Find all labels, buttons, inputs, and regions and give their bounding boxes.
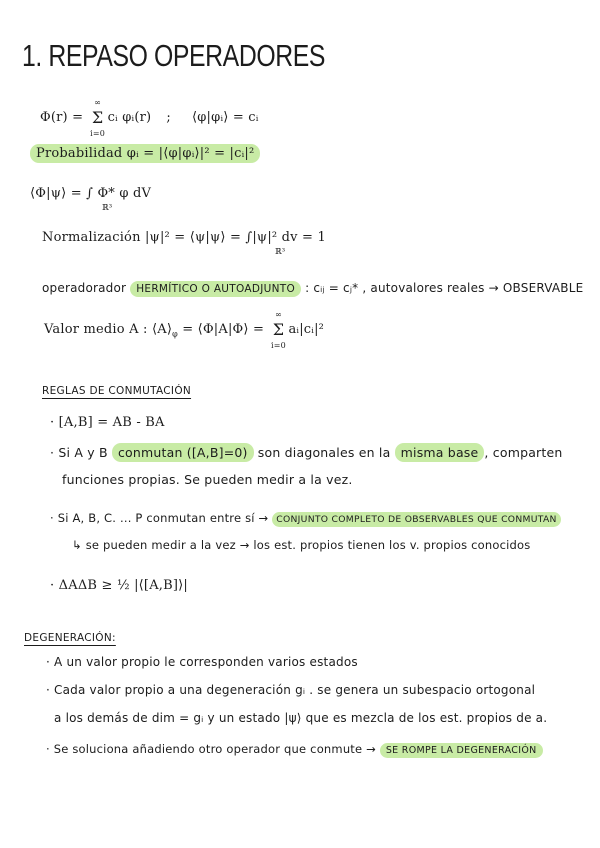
commute-highlight: conmutan ([A,B]=0) <box>112 443 254 462</box>
degeneration-point-3 <box>46 742 543 756</box>
integral-domain: ℝ³ <box>102 203 113 212</box>
rule-commuting-cont: funciones propias. Se pueden medir a la vez. <box>62 472 353 487</box>
inner-product-text: ⟨Φ|ψ⟩ = ∫ Φ* φ dV <box>30 186 152 201</box>
expansion-lhs: Φ(r) = <box>40 110 88 125</box>
same-base-highlight: misma base <box>395 443 485 462</box>
mean-sum-lower: i=0 <box>270 341 286 350</box>
sum-lower: i=0 <box>90 129 106 138</box>
degeneration-point-2: · Cada valor propio a una degeneración gᵢ . se genera un subespacio ortogonal <box>46 683 536 697</box>
breaks-degeneration-highlight: SE ROMPE LA DEGENERACIÓN <box>380 743 543 758</box>
probability-formula <box>30 146 260 161</box>
uncertainty-principle: · ΔAΔB ≥ ½ |⟨[A,B]⟩| <box>50 578 188 593</box>
mean-sum-symbol: ∞ Σ i=0 <box>270 310 286 350</box>
mean-value-formula <box>44 310 325 350</box>
mean-sub: φ <box>172 329 178 339</box>
inner-product-formula <box>30 186 152 212</box>
mean-pre: Valor medio A : ⟨A⟩ <box>44 322 173 337</box>
rule-commuting-post: , comparten <box>484 445 563 460</box>
rule-complete-pre: · Si A, B, C. ... P conmutan entre sí → <box>50 511 273 525</box>
rule-complete-set <box>50 511 561 525</box>
mean-post: aᵢ|cᵢ|² <box>288 322 325 337</box>
rules-heading: REGLAS DE CONMUTACIÓN <box>42 385 192 397</box>
normalization-domain: ℝ³ <box>275 247 286 256</box>
page-title: 1. REPASO OPERADORES <box>22 38 326 73</box>
rule-commutator: · [A,B] = AB - BA <box>50 415 165 430</box>
hermitian-line <box>42 281 583 295</box>
rule-commuting-pre: · Si A y B <box>50 445 112 460</box>
rule-complete-cont: ↳ se pueden medir a la vez → los est. propios tienen los v. propios conocidos <box>72 538 531 552</box>
complete-set-highlight: CONJUNTO COMPLETO DE OBSERVABLES QUE CONMUTAN <box>272 512 560 527</box>
hermitian-pre: operadorador <box>42 281 127 295</box>
separator: ; <box>166 110 171 125</box>
degeneration-point-3-pre: · Se soluciona añadiendo otro operador que conmute → <box>46 742 380 756</box>
projection-formula: ⟨φ|φᵢ⟩ = cᵢ <box>191 110 259 125</box>
degeneration-point-2-cont: a los demás de dim = gᵢ y un estado |ψ⟩ que es mezcla de los est. propios de a. <box>54 711 548 725</box>
expansion-formula <box>40 98 259 138</box>
hermitian-highlight: HERMÍTICO O AUTOADJUNTO <box>130 281 301 297</box>
rule-commuting <box>50 445 563 460</box>
sum-symbol: ∞ Σ i=0 <box>90 98 106 138</box>
mean-sum-upper: ∞ <box>275 310 282 319</box>
sum-upper: ∞ <box>94 98 102 107</box>
rule-commuting-mid: son diagonales en la <box>253 445 395 460</box>
mean-mid: = ⟨Φ|A|Φ⟩ = <box>177 322 269 337</box>
degeneration-point-1: · A un valor propio le corresponden varios estados <box>46 655 358 669</box>
hermitian-post: : cᵢⱼ = cⱼ* , autovalores reales → OBSERVABLE <box>305 281 584 295</box>
normalization-text: Normalización |ψ|² = ⟨ψ|ψ⟩ = ∫|ψ|² dv = 1 <box>42 230 326 245</box>
probability-highlight: Probabilidad φᵢ = |⟨φ|φᵢ⟩|² = |cᵢ|² <box>30 144 260 163</box>
expansion-rhs: cᵢ φᵢ(r) <box>107 110 152 125</box>
normalization-formula <box>42 230 326 256</box>
degeneration-heading: DEGENERACIÓN: <box>24 632 116 644</box>
